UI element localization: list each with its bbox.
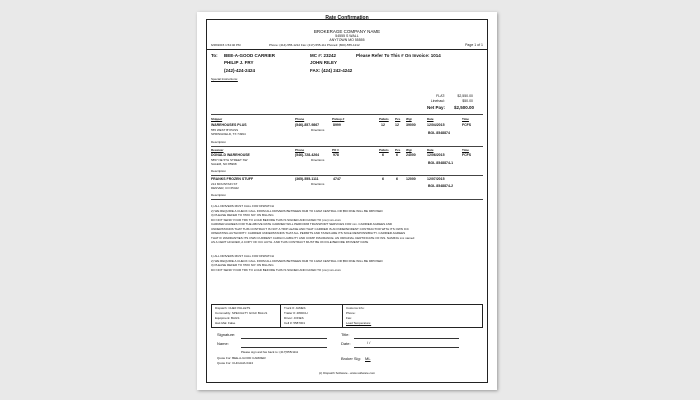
quote-for-2: Quote For: CHCHAIA 0424 bbox=[217, 361, 254, 365]
signature-label: Signature: bbox=[217, 332, 236, 337]
receiver-address-2: DENVER, CO 65422 bbox=[211, 186, 239, 190]
shipper-address-1: 555 WEST BYPASS bbox=[211, 128, 239, 132]
cell-number: Cell #: 5587001 bbox=[284, 321, 306, 325]
col-date: Date bbox=[427, 117, 434, 121]
terms-line: 1) ALL DRIVERS MUST CALL FOR DISPATCH bbox=[211, 254, 274, 258]
receiver-date: 12/07/2015 bbox=[427, 177, 445, 181]
load-temperature: Load Temperature: bbox=[346, 321, 372, 325]
dispatch-info: Dispatch: CHEF PALLETS bbox=[215, 306, 251, 310]
flat-rate-label: FLAT: bbox=[436, 94, 445, 98]
shipper-bol: BOL 8548874 bbox=[428, 131, 450, 135]
linehaul-label: Linehaul: bbox=[430, 99, 445, 103]
hazmat-info: Haz-Mat: False bbox=[215, 321, 236, 325]
receivers-end-divider bbox=[211, 199, 483, 200]
receiver-wgt: 24000 bbox=[406, 153, 416, 157]
dispatch-box-divider bbox=[280, 305, 281, 327]
driver-name: Driver: JONES bbox=[284, 316, 304, 320]
print-datetime: 6/28/2015 1:54:40 PM bbox=[211, 43, 241, 47]
col-receiver-date: Date bbox=[427, 148, 434, 152]
customs-fax: Fax: bbox=[346, 316, 352, 320]
terms-line: 3) PLEASE REFER TO 'PRO NO' ON BILLING bbox=[211, 263, 274, 267]
receiver-description: Description bbox=[211, 169, 227, 173]
terms-line: 2) WE REQUIRE A CHECK CALL FROM ALL DRIVERS BETWEEN 8AM TO 10AM CENTRAL OR $50 FINE WILL BE IMPOSED bbox=[211, 208, 383, 213]
rates-divider bbox=[211, 114, 483, 115]
receiver-po: 978 bbox=[333, 153, 339, 157]
receiver-phone: (546)-728-4264 bbox=[295, 153, 320, 157]
col-phone: Phone bbox=[295, 117, 305, 121]
commodity-info: Commodity: SPECIALTY GOLF BALLS bbox=[215, 311, 268, 315]
receiver-bol: BOL 8548874-1 bbox=[428, 161, 454, 165]
col-receiver-pallets: Pallets bbox=[379, 148, 389, 152]
linehaul-value: $50.00 bbox=[462, 99, 473, 103]
col-pcs: Pcs bbox=[395, 117, 401, 121]
title-line[interactable] bbox=[354, 338, 459, 339]
col-po: PO # bbox=[332, 148, 339, 152]
carrier-contact-2: JOHN RILEY bbox=[310, 60, 338, 65]
carrier-contact: PHILIP J. FRY bbox=[224, 60, 254, 65]
receiver-address-1: 5857 NE 5TH STREET SW bbox=[211, 158, 248, 162]
shipper-time: FCFS bbox=[462, 123, 472, 127]
truck-number: Truck #: JAMES bbox=[284, 306, 306, 310]
shipper-date: 12/04/2015 bbox=[427, 123, 445, 127]
name-line[interactable] bbox=[241, 347, 327, 348]
shipper-pickup: 8999 bbox=[333, 123, 341, 127]
terms-line: DO NOT SEND YOUR TRK TO LOAD BEFORE THIS IS SIGNED AND FAXED TO (xxx) xxx-xxxx bbox=[211, 217, 341, 222]
terms-block-2 bbox=[211, 254, 485, 272]
receiver-pallets: 6 bbox=[382, 177, 384, 181]
document-page bbox=[197, 12, 497, 390]
receiver-directions: Directions bbox=[311, 182, 325, 186]
receiver-phone: (365)-555-1111 bbox=[295, 177, 319, 181]
company-name: BROKERAGE COMPANY NAME bbox=[313, 29, 381, 34]
receiver-time: FCFS bbox=[462, 153, 472, 157]
col-shipper: Shipper bbox=[211, 117, 223, 121]
col-receiver-wgt: Wgt bbox=[406, 148, 412, 152]
receiver-description: Description bbox=[211, 193, 227, 197]
terms-line: DO NOT SEND YOUR TRK TO LOAD BEFORE THIS IS SIGNED AND FAXED TO (xxx) xxx-xxxx bbox=[211, 267, 341, 272]
receiver-divider bbox=[211, 175, 483, 176]
invoice-reference: Please Refer To This # On Invoice: 1014 bbox=[356, 53, 441, 58]
col-time: Time bbox=[462, 117, 469, 121]
footer-credit: (c) Dispatch Software - www.software.com bbox=[318, 371, 376, 375]
terms-line: 3) PLEASE REFER TO 'PRO NO' ON BILLING bbox=[211, 213, 274, 217]
terms-line: UNDERSTANDS THAT THIS CONTRACT IS NOT A TRIP LEASE AND THAT CARRIER IS AN INDEPENDENT CONTRACTOR WITH ITS OWN ICC bbox=[211, 226, 409, 231]
receiver-name: FRANKS FROZEN STUFF bbox=[211, 177, 254, 181]
receiver-bol: BOL 8548874-2 bbox=[428, 184, 454, 188]
shipper-divider bbox=[211, 146, 483, 147]
net-pay-label: Net Pay: bbox=[426, 105, 445, 110]
receiver-name: DONALD WAREHOUSE bbox=[211, 153, 250, 157]
company-city: ANYTOWN MO 55555 bbox=[329, 38, 365, 42]
document-frame bbox=[206, 19, 488, 383]
shipper-directions: Directions bbox=[311, 128, 325, 132]
receiver-pcs: 6 bbox=[396, 153, 398, 157]
col-receiver-time: Time bbox=[462, 148, 469, 152]
receiver-address-2: SALEM, NO 85998 bbox=[211, 162, 237, 166]
dispatch-info-box bbox=[211, 304, 483, 328]
terms-block bbox=[211, 204, 485, 245]
broker-sig-value: ML bbox=[365, 356, 371, 361]
header-divider bbox=[207, 49, 487, 50]
terms-line: CARRIER AGREES FOR THE ABOVE RATE CARRIER WILL PERFORM TRANSPORT SERVICES FOR xxx. CARRIER AGREES AND bbox=[211, 222, 393, 226]
col-receiver-phone: Phone bbox=[295, 148, 305, 152]
net-pay-value: $2,500.00 bbox=[453, 105, 474, 110]
receiver-directions: Directions bbox=[311, 158, 325, 162]
terms-line: 1) ALL DRIVERS MUST CALL FOR DISPATCH bbox=[211, 204, 274, 208]
carrier-phone: (242)-424-2424 bbox=[224, 68, 256, 73]
broker-sig-label: Broker Sig: bbox=[341, 356, 361, 361]
date-line[interactable] bbox=[354, 347, 459, 348]
col-pickup: Pickup # bbox=[332, 117, 345, 121]
shipper-pcs: 12 bbox=[395, 123, 399, 127]
receiver-wgt: 12000 bbox=[406, 177, 416, 181]
fax-back-note: Please sign and fax back to: (417)555/1111 bbox=[241, 350, 299, 354]
shipper-description: Description bbox=[211, 140, 227, 144]
customs-info: Customs Info: bbox=[346, 306, 365, 310]
dispatch-box-divider bbox=[342, 305, 343, 327]
company-address: 54555 S WALL bbox=[335, 34, 359, 38]
terms-line: OPERATING AUTHORITY. CARRIER UNDERSTANDS THAT ALL PERMITS AND TAXES ARE ITS SOLE RESPONSIBILITY. CARRIER AGREES bbox=[211, 231, 406, 235]
terms-line: 2) WE REQUIRE A CHECK CALL FROM ALL DRIVERS BETWEEN 8AM TO 10AM CENTRAL OR $50 FINE WILL BE IMPOSED bbox=[211, 258, 383, 263]
col-pallets: Pallets bbox=[379, 117, 389, 121]
signature-line[interactable] bbox=[241, 338, 327, 339]
col-receiver-pcs: Pcs bbox=[395, 148, 401, 152]
shipper-address-2: SPRINGFIELD, TX 74994 bbox=[211, 132, 246, 136]
page-number: Page 1 of 1 bbox=[465, 43, 483, 47]
equipment-info: Equipment: BAGS bbox=[215, 316, 240, 320]
name-label: Name: bbox=[217, 341, 229, 346]
terms-line: AS A CERT HOLDER, A COPY OF ICC AUTH. AND THIS CONTRACT MUST BE ON FILE BEFORE PAYMENT DATE bbox=[211, 240, 369, 244]
receiver-date: 12/06/2015 bbox=[427, 153, 445, 157]
carrier-mc: MC #: 23242 bbox=[310, 53, 337, 58]
carrier-name: BEE-A-GOOD CARRIER bbox=[224, 53, 276, 58]
col-wgt: Wgt bbox=[406, 117, 412, 121]
shipper-pallets: 12 bbox=[381, 123, 385, 127]
date-value: / / bbox=[367, 340, 371, 345]
shipper-phone: (546)-857-9867 bbox=[295, 123, 320, 127]
company-phone-line: Phone: (414)-555-1212 Fax: (417)-555-111 Phone2: (800)-555-1212 bbox=[269, 43, 360, 47]
flat-rate-value: $2,550.00 bbox=[457, 94, 473, 98]
receiver-pallets: 6 bbox=[382, 153, 384, 157]
shipper-wgt: 39000 bbox=[406, 123, 416, 127]
receiver-pcs: 6 bbox=[396, 177, 398, 181]
quote-for: Quote For: BEE-A-GOOD CARRIER bbox=[217, 356, 266, 360]
customs-phone: Phone: bbox=[346, 311, 356, 315]
carrier-fax: FAX: (424) 242-4242 bbox=[310, 68, 353, 73]
trailer-number: Trailer #: 4800CH bbox=[284, 311, 308, 315]
receiver-po: 4747 bbox=[333, 177, 341, 181]
terms-line: THAT IF WARRANTIES ITS OWN CURRENT CARGO LIABILITY AND COMP INSURANCE. AN ORIGINAL CERTIFICATE OF INS. NAMING xxx named bbox=[211, 235, 415, 240]
col-receiver: Receiver bbox=[211, 148, 224, 152]
to-label: To: bbox=[211, 53, 218, 58]
document-title: Rate Confirmation bbox=[325, 15, 369, 21]
receiver-address-1: 214 MOUNTAIN ST bbox=[211, 182, 238, 186]
title-label: Title: bbox=[341, 332, 350, 337]
shipper-name: WAREHOUSES PLUS bbox=[211, 123, 247, 127]
special-instructions-label: Special Instructions: bbox=[211, 77, 238, 81]
date-label: Date: bbox=[341, 341, 351, 346]
